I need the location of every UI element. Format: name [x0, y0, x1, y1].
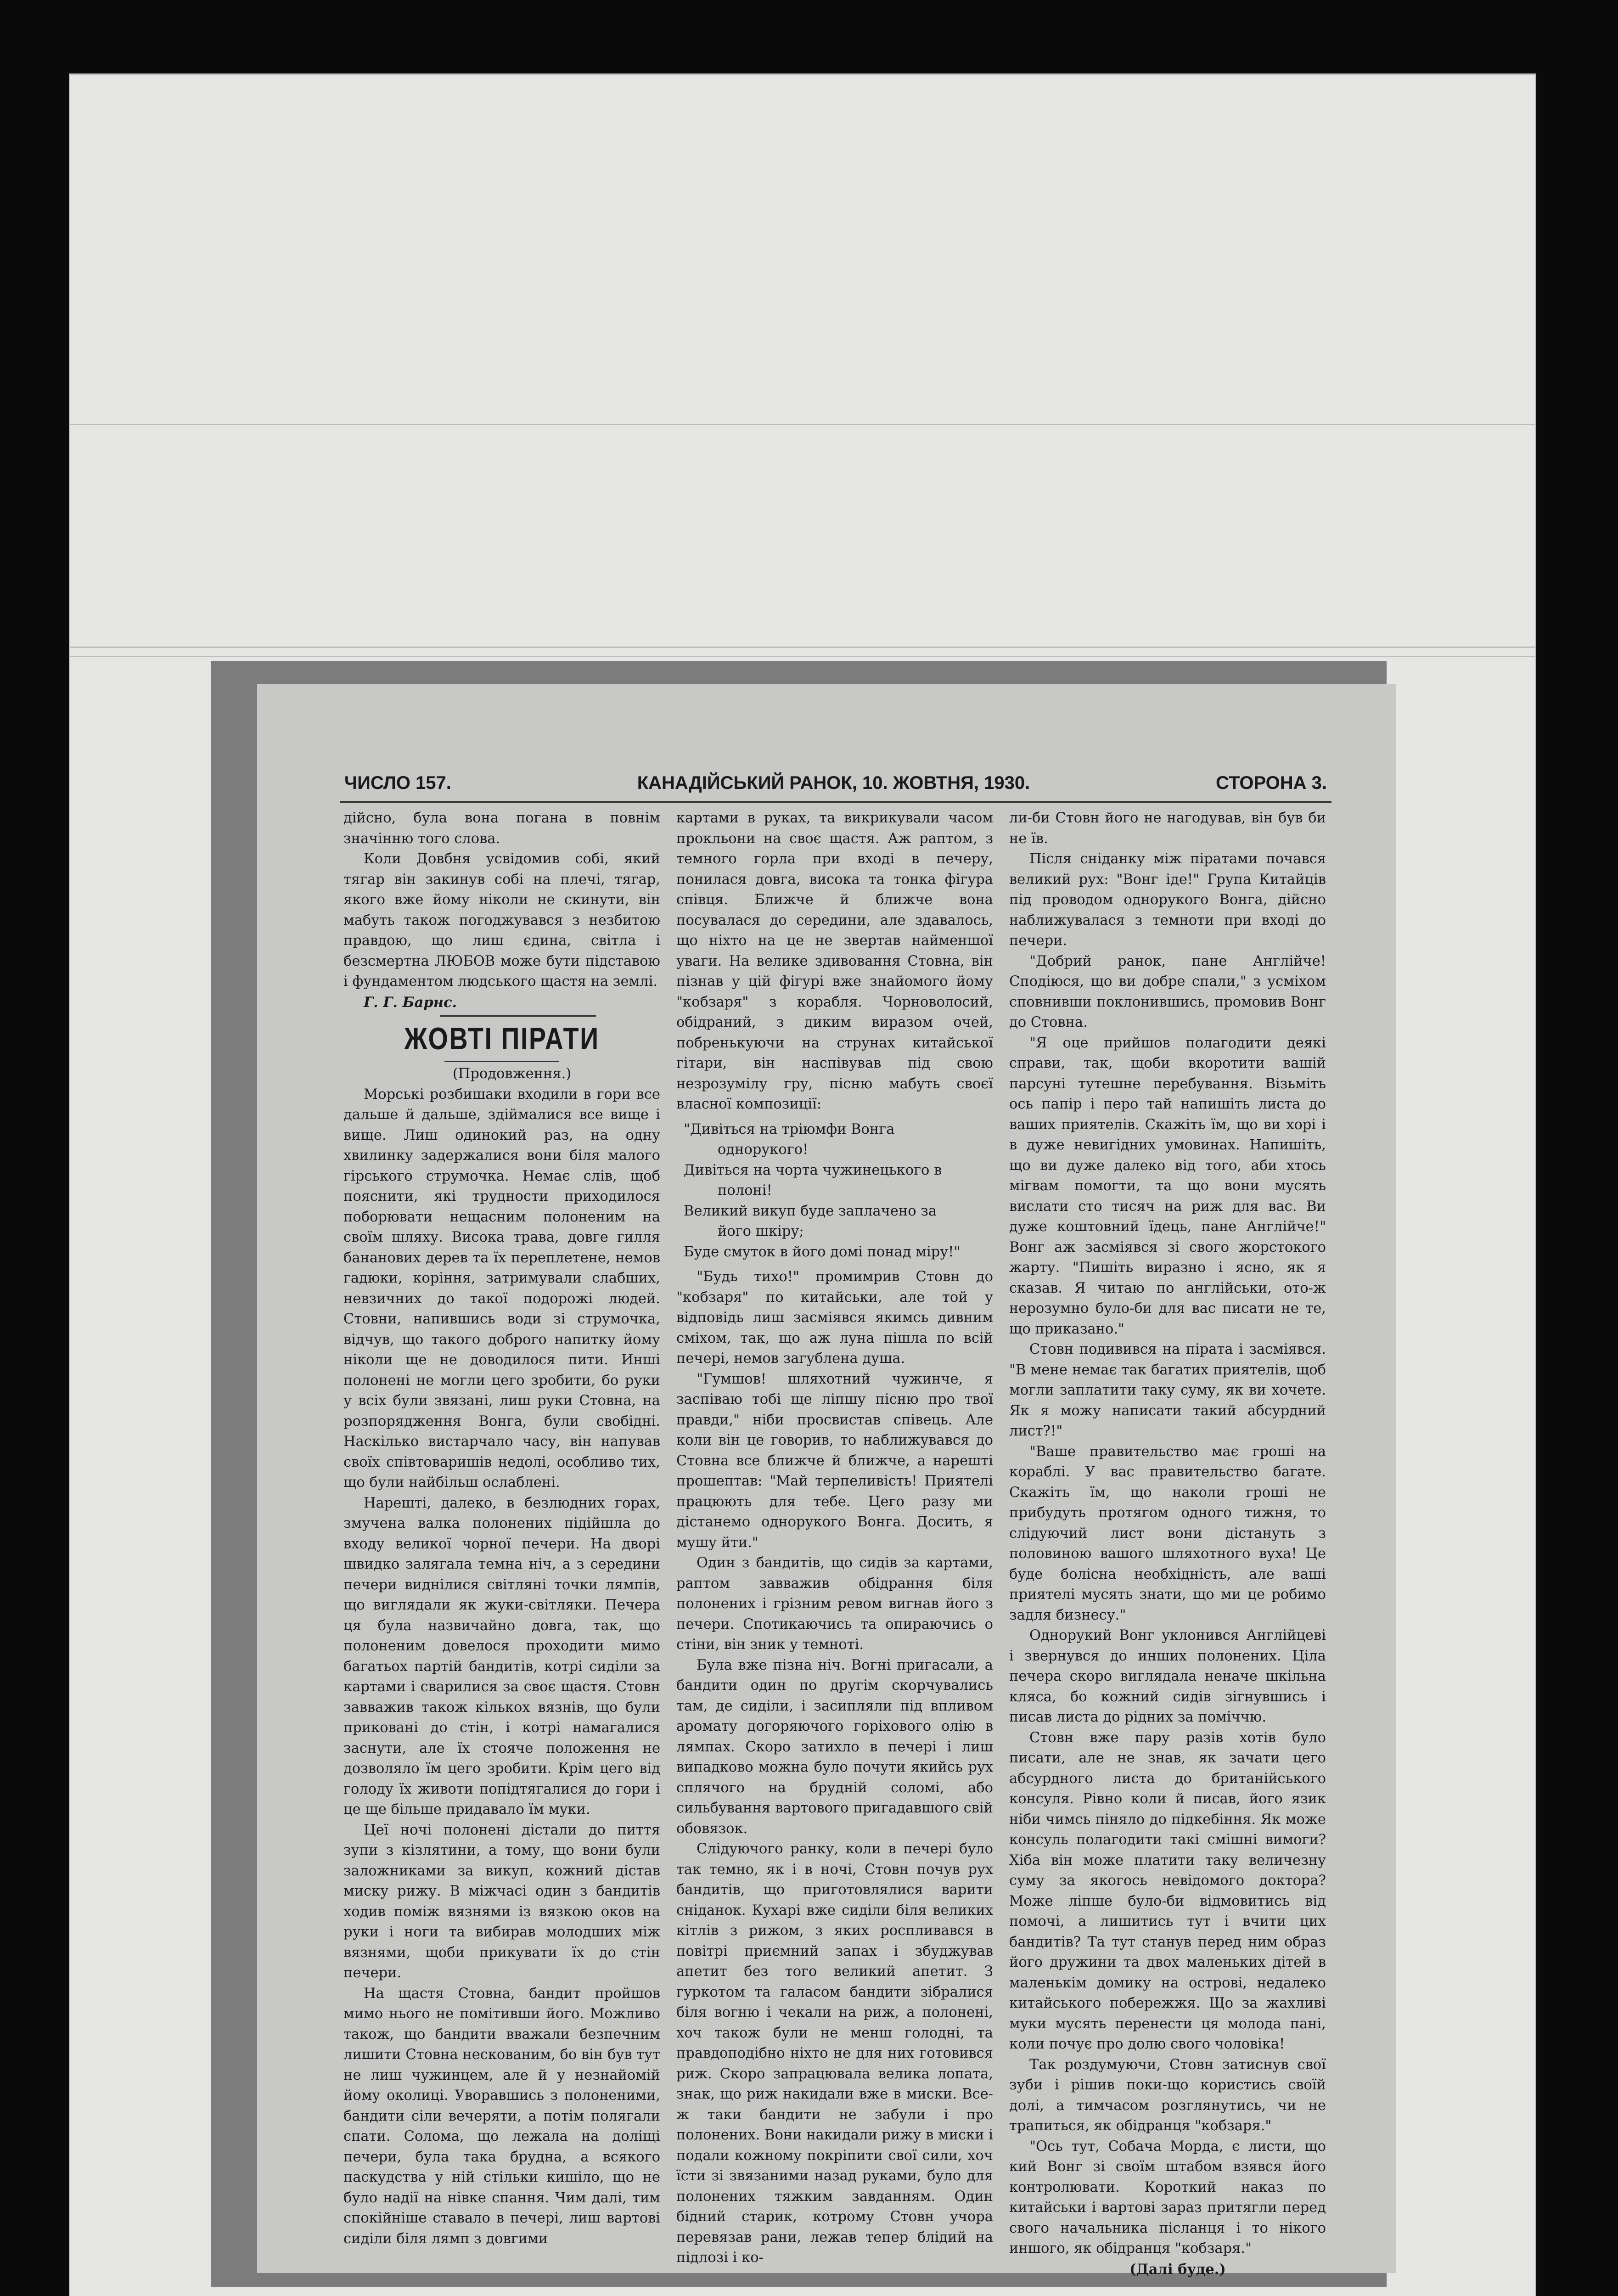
paragraph: Один з бандитів, що сидів за картами, раптом завважив обідрання біля полонених і грізним ревом вигнав його з печери. Спотикаючись та опираючись о стіни, він зник у темноті.: [676, 1555, 993, 1653]
continued-note: (Далі буде.): [1129, 2261, 1226, 2278]
page-header: [344, 769, 1327, 797]
paragraph: картами в руках, та викрикували часом прокльони на своє щастя. Аж раптом, з темного горла при вході в печеру, понилася довга, висока та тонка фігура співця. Ближче й ближче вона посувалася до середини, але здавалось, що ніхто на це не звертав найменшої уваги. На велике здивовання Стовна, він пізнав у цій фігурі вже знайомого йому "кобзаря" з корабля. Чорноволосий, обідраний, з диким виразом очей, побренькуючи на струнах китайської гітари, він наспівував під свою незрозумілу гру, пісню мабуть своєї власної композиції:: [676, 810, 993, 1112]
paragraph: "Я оце прийшов полагодити деякі справи, так, щоби вкоротити вашій парсуні тутешне перебування. Візьміть ось папір і перо тай напишіть листа до ваших приятелів. Скажіть їм, що ви хорі і в дуже невигідних умовинах. Напишіть, що ви дуже далеко від того, аби хтось мігвам помогти, та що вони мусять вислати сто тисяч на риж для вас. Ви дуже коштовний їдець, пане Англійче!" Вонг аж засміявся зі свого жорстокого жарту. "Пишіть виразно і ясно, як я сказав. Я читаю по англійськи, ото-ж нерозумно було-би для вас писати не те, що приказано.": [1009, 1035, 1326, 1337]
column-2: [676, 808, 993, 2266]
paragraph: дійсно, була вона погана в повнім значінню того слова.: [343, 810, 660, 847]
poem-line: полоні!: [718, 1182, 772, 1199]
paragraph: Нарешті, далеко, в безлюдних горах, змучена валка полонених підійшла до входу великої чорної печери. На дворі швидко залягала темна ніч, а з середини печери виднілися світляні точки лямпів, що виглядали як жуки-світляки. Печера ця була назвичайно довга, так, що полоненим довелося проходити мимо багатьох партій бандитів, котрі сиділи за картами і сварилися за своє щастя. Стовн завважив також кількох вязнів, що були приковані до стін, і котрі намагалися заснути, але їх стояче положення не дозволяло їм цего зробити. Крім цего від голоду їх животи попідтягалися до гори і це ще більше придавало їм муки.: [343, 1495, 660, 1818]
poem: [676, 1120, 993, 1263]
masthead: КАНАДІЙСЬКИЙ РАНОК, 10. ЖОВТНЯ, 1930.: [637, 772, 1030, 793]
poem-line: Великий викуп буде заплачено за: [684, 1203, 937, 1219]
paragraph: "Будь тихо!" промимрив Стовн до "кобзаря" по китайськи, але той у відповідь лиш засміявся якимсь дивним сміхом, так, що аж луна пішла по всій печері, немов загублена душа.: [676, 1269, 993, 1367]
page-number: СТОРОНА 3.: [1216, 772, 1327, 793]
column-1: [343, 808, 660, 2247]
newspaper-page: [257, 684, 1396, 2278]
header-rule: [340, 801, 1331, 803]
film-scratch: [70, 424, 1535, 425]
paragraph: Після сніданку між піратами почався великий рух: "Вонг іде!" Група Китайців під проводом однорукого Вонга, дійсно наближувалася з темноти при вході до печери.: [1009, 851, 1326, 949]
paragraph: Морські розбишаки входили в гори все дальше й дальше, здіймалися все вище і вище. Лиш одинокий раз, на одну хвилинку задержалися вони біля малого гірського струмочка. Немає слів, щоб пояснити, які трудности приходилося поборювати нещасним полоненим на своїм шляху. Висока трава, довге гилля бананових дерев та їх переплетене, немов гадюки, коріння, затримували слабших, невзичних до такої подорожі людей. Стовни, напившись води зі струмочка, відчув, що такого доброго напитку йому ніколи ще не доводилося пити. Инші полонені не могли цего зробити, бо руки у всіх були звязані, лиш руки Стовна, на розпорядження Вонга, були свобідні. Наскілько вистарчало часу, він напував своїх співтоваришів недолі, особливо тих, що були найбільш ослаблені.: [343, 1086, 660, 1491]
paragraph: "Добрий ранок, пане Англійче! Сподіюся, що ви добре спали," з усміхом сповнивши поклонившись, промовив Вонг до Стовна.: [1009, 953, 1326, 1030]
paragraph: Так роздумуючи, Стовн затиснув свої зуби і рішив поки-що користись своїй долі, а тимчасом розглянутись, чи не трапиться, як обідранця "кобзаря.": [1009, 2056, 1326, 2134]
issue-number: ЧИСЛО 157.: [344, 772, 451, 793]
column-3: [1009, 808, 1326, 2278]
poem-line: Дивіться на чорта чужинецького в: [684, 1162, 942, 1178]
film-scratch: [70, 647, 1535, 648]
paragraph: "Гумшов! шляхотний чужинче, я заспіваю тобі ще ліпшу пісню про твої правди," ніби просвистав співець. Але коли він це говорив, то наближувався до Стовна все ближче й ближче, а нарешті прошептав: "Май терпеливість! Приятелі працюють для тебе. Цего разу ми дістанемо однорукого Вонга. Досить, я мушу йти.": [676, 1371, 993, 1551]
poem-line: Буде смуток в його домі понад міру!": [684, 1244, 961, 1260]
poem-line: його шкіру;: [718, 1223, 804, 1239]
paragraph: Однорукий Вонг уклонився Англійцеві і звернувся до инших полонених. Ціла печера скоро виглядала неначе шкільна кляса, бо кожний сидів зігнувшись і писав листа до рідних за поміччю.: [1009, 1627, 1326, 1725]
divider: [444, 1061, 559, 1062]
paragraph: Стовн подивився на пірата і засміявся. "В мене немає так багатих приятелів, щоб могли заплатити таку суму, як ви хочете. Як я можу написати такий абсурдний лист?!": [1009, 1341, 1326, 1439]
divider: [440, 1015, 596, 1017]
paragraph: Слідуючого ранку, коли в печері було так темно, як і в ночі, Стовн почув рух бандитів, що приготовлялися варити сніданок. Кухарі вже сиділи біля великих кітлів з рижом, з яких роспливався в повітрі приємний запах і збуджував апетит без того великий апетит. З гуркотом та галасом бандити зібралися біля вогню і чекали на риж, а полонені, хоч також були не менш голодні, та правдоподібно ніхто не для них готовився риж. Скоро запрацювала велика лопата, знак, що риж накидали вже в миски. Все-ж таки бандити не забули і про полонених. Вони накидали рижу в миски і подали кожному покріпити свої сили, хоч їсти зі звязаними назад руками, було для полонених тяжким завданням. Один бідний старик, котрому Стовн учора перевязав рани, лежав тепер блідий на підлозі і ко-: [676, 1841, 993, 2266]
paragraph: Була вже пізна ніч. Вогні пригасали, а бандити один по другім скорчувались там, де сиділи, і засипляли під впливом аромату догоряючого горіхового олію в лямпах. Скоро затихло в печері і лиш випадково можна було почути якийсь рух сплячого на брудній соломі, або сильбування вартового пригадавшого свій обовязок.: [676, 1657, 993, 1837]
paragraph: ли-би Стовн його не нагодував, він був би не їв.: [1009, 810, 1326, 847]
paragraph: На щастя Стовна, бандит пройшов мимо нього не помітивши його. Можливо також, що бандити вважали безпечним лишити Стовна нескованим, бо він був тут не лиш чужинцем, але й у незнайомій йому околиці. Уворавшись з полоненими, бандити сіли вечеряти, а потім полягали спати. Солома, що лежала на доліщі печери, була така брудна, а всякого паскудства у ній стільки кишіло, що не було надії на нівке спання. Чим далі, тим спокійніше ставало в печері, лиш вартові сиділи біля лямп з довгими: [343, 1985, 660, 2247]
paragraph: Стовн вже пару разів хотів було писати, але не знав, як зачати цего абсурдного листа до британійського консуля. Рівно коли й писав, його язик ніби чимсь піняло до підкебіння. Як може консуль полагодити такі смішні вимоги? Хіба він може платити таку величезну суму за якогось невідомого доктора? Може ліпше було-би відмовитись від помочі, а лишитись тут і вчити цих бандитів? Та тут станув перед ним образ його дружини та двох маленьких дітей в маленькім домику на острові, недалеко китайського побережжя. Що за жахливі муки мусять перенести ця молода пані, коли почує про долю свого чоловіка!: [1009, 1729, 1326, 2052]
poem-line: однорукого!: [718, 1142, 809, 1158]
byline: Г. Г. Барнс.: [364, 994, 457, 1011]
film-scratch: [70, 656, 1535, 657]
article-subtitle: (Продовження.): [452, 1066, 572, 1082]
poem-line: "Дивіться на тріюмфи Вонга: [684, 1121, 895, 1137]
paragraph: "Ось тут, Собача Морда, є листи, що кий Вонг зі своїм штабом взявся його контролювати. Короткий наказ по китайськи і вартові зараз притягли перед свого начальника післанця і то нікого иншого, як обідранця "кобзаря.": [1009, 2138, 1326, 2257]
paragraph: "Ваше правительство має гроші на кораблі. У вас правительство багате. Скажіть їм, що наколи гроші не прибудуть протягом одного тижня, то слідуючий лист вони дістануть з половиною вашого шляхотного вуха! Це буде болісна необхідність, але ваші приятелі мусять знати, що ми це робимо задля бизнесу.": [1009, 1443, 1326, 1623]
paragraph: Цеї ночі полонені дістали до пиття зупи з кізлятини, а тому, що вони були заложниками за викуп, кожний дістав миску рижу. В міжчасі один з бандитів ходив поміж вязнями із вязкою оков на руки і ноги та вибирав молодших між вязнями, щоби прикувати їх до стін печери.: [343, 1822, 660, 1981]
article-title: ЖОВТІ ПІРАТИ: [404, 1021, 600, 1056]
paragraph: Коли Довбня усвідомив собі, який тягар він закинув собі на плечі, тягар, якого вже йому ніколи не скинути, він мабуть також погоджувався з незбитою правдою, що лиш єдина, світла і безсмертна ЛЮБОВ може бути підставою і фундаментом людського щастя на землі.: [343, 851, 660, 990]
